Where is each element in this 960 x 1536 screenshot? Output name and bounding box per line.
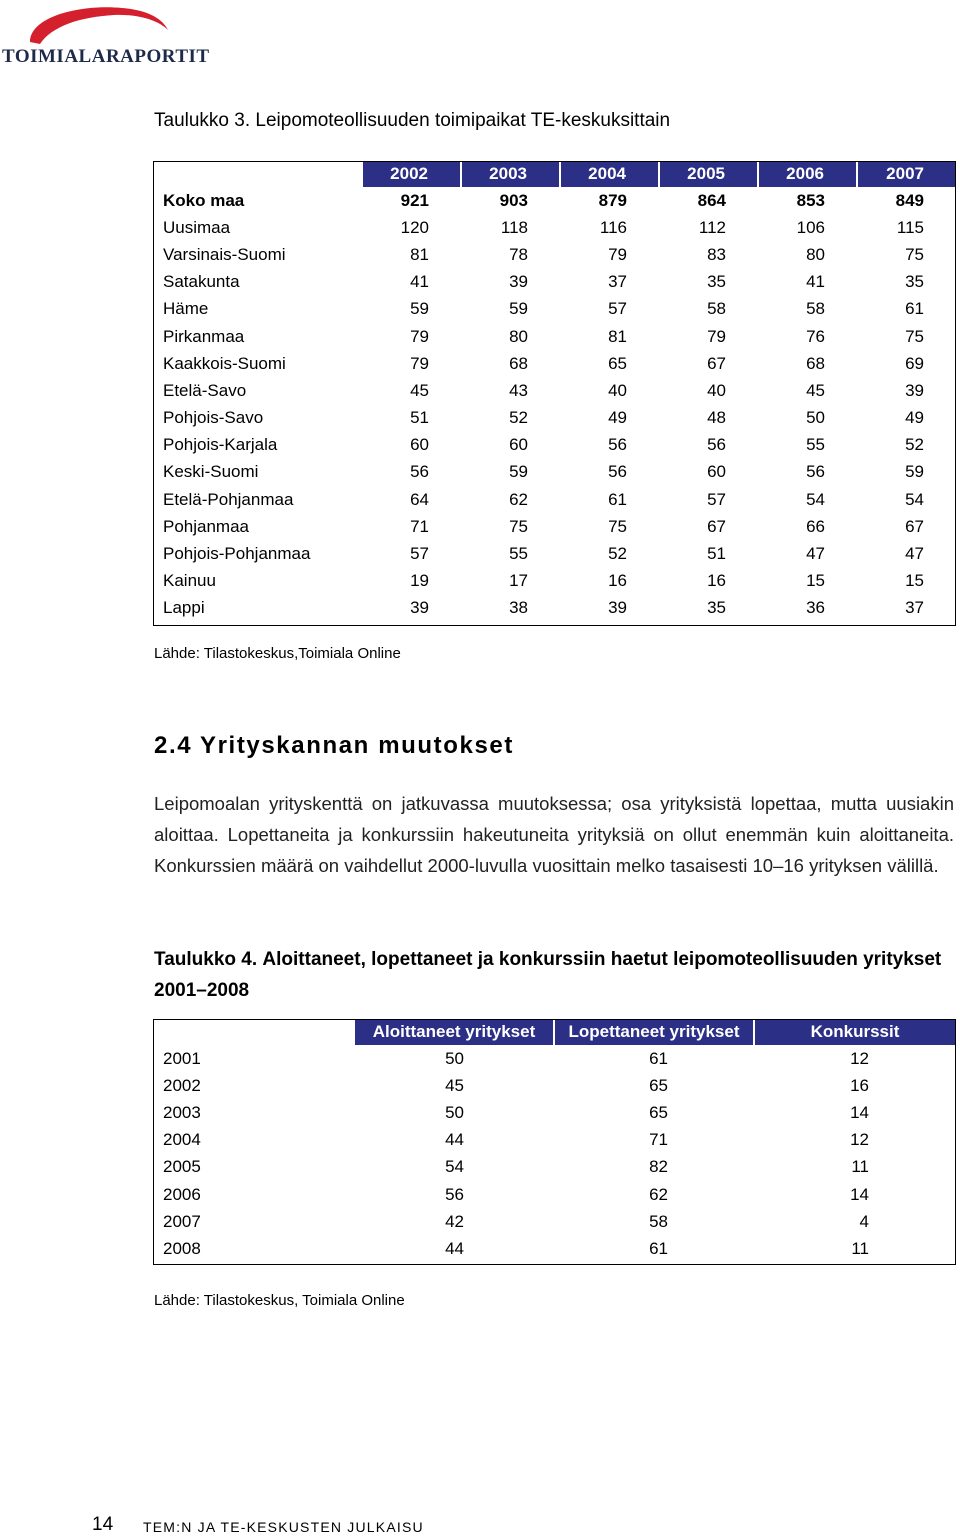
table3-cell: 43 [509,380,528,400]
table3-cell: 64 [410,489,429,509]
table4-cell: 54 [445,1157,464,1177]
table4-year: 2005 [163,1157,201,1177]
table3-cell: 62 [509,489,528,509]
table4-cell: 4 [859,1211,869,1231]
table4-caption-label: Taulukko 4. [154,949,258,970]
table3-cell: 61 [608,489,627,509]
table3-cell: 16 [707,571,726,591]
table3-cell: 16 [608,571,627,591]
table3-region-name: Etelä-Pohjanmaa [163,489,294,509]
table4-cell: 62 [649,1184,668,1204]
table4-year: 2004 [163,1130,201,1150]
table3-row [154,187,956,214]
table4-year: 2001 [163,1048,201,1068]
table3-cell: 67 [707,516,726,536]
table3-cell: 37 [905,598,924,618]
table3-cell: 66 [806,516,825,536]
table3-cell: 52 [509,408,528,428]
table3-cell: 116 [599,217,627,237]
table4-cell: 14 [850,1184,869,1204]
table4-cell: 14 [850,1102,869,1122]
table3-cell: 65 [608,353,627,373]
table4 [154,1019,955,1263]
table3-cell: 48 [707,408,726,428]
table3-cell: 81 [608,326,627,346]
table3-region-name: Pohjanmaa [163,516,250,536]
table3-cell: 41 [410,272,429,292]
table3-cell: 120 [400,217,429,237]
table3-row [154,405,956,432]
table3-region-name: Pohjois-Karjala [163,435,278,455]
logo-text: TOIMIALARAPORTIT [2,46,210,67]
table3-cell: 69 [905,353,924,373]
table3-header-year: 2007 [857,161,956,187]
table3-row [154,241,956,268]
table3-row [154,513,956,540]
table3-cell: 15 [905,571,924,591]
table3-cell: 55 [509,544,528,564]
table4-header-col: Aloittaneet yritykset [354,1019,554,1045]
table3-region-name: Uusimaa [163,217,231,237]
table4-header-col: Konkurssit [754,1019,955,1045]
table3-cell: 67 [905,516,924,536]
table3-cell: 79 [707,326,726,346]
table4-cell: 58 [649,1211,668,1231]
table3-cell: 45 [806,380,825,400]
table3-cell: 80 [806,244,825,264]
table3-cell: 40 [707,380,726,400]
table4-year: 2007 [163,1211,201,1231]
table4-header-corner [154,1019,354,1045]
table3-cell: 106 [796,217,825,237]
table3-cell: 39 [608,598,627,618]
table3-row [154,350,956,377]
table4-row [154,1072,955,1099]
table3-row [154,214,956,241]
table3-cell: 879 [598,190,627,210]
table3-cell: 59 [410,299,429,319]
logo-swoosh-icon [22,2,172,48]
table3-cell: 68 [806,353,825,373]
table4-cell: 44 [445,1130,464,1150]
table3-region-name: Pohjois-Savo [163,408,264,428]
toimialaraportit-logo [2,2,210,68]
table3-region-name: Pirkanmaa [163,326,245,346]
table3-cell: 57 [608,299,627,319]
table3-cell: 50 [806,408,825,428]
table3-cell: 56 [608,462,627,482]
table3-cell: 61 [905,299,924,319]
table4-cell: 65 [649,1102,668,1122]
table3-cell: 81 [410,244,429,264]
table4-row [154,1045,955,1072]
table3-cell: 71 [410,516,429,536]
table3-cell: 118 [500,217,528,237]
table3-cell: 56 [410,462,429,482]
table3-cell: 38 [509,598,528,618]
table4-caption [154,944,954,1006]
table3-region-name: Keski-Suomi [163,462,259,482]
table3-cell: 36 [806,598,825,618]
table3-cell: 79 [608,244,627,264]
section-paragraph: Leipomoalan yrityskenttä on jatkuvassa muutoksessa; osa yrityksistä lopettaa, mutta uusiakin aloittaa. Lopettaneita ja konkurssiin hakeutuneita yrityksiä on ollut enemmän kuin aloittaneita. Konkurssien määrä on vaihdellut 2000-luvulla vuosittain melko tasaisesti 10–16 yrityksen välillä. [154,793,954,876]
table3-cell: 903 [499,190,528,210]
table4-cell: 42 [445,1211,464,1231]
table3-cell: 59 [905,462,924,482]
table3-cell: 47 [806,544,825,564]
table3-cell: 83 [707,244,726,264]
table4-header-col: Lopettaneet yritykset [554,1019,754,1045]
table4-cell: 11 [851,1157,869,1177]
table3-cell: 75 [608,516,627,536]
table3-cell: 35 [905,272,924,292]
table4-row [154,1127,955,1154]
table3-cell: 68 [509,353,528,373]
table3-cell: 849 [895,190,924,210]
table4-cell: 44 [445,1238,464,1258]
table3-cell: 41 [806,272,825,292]
table3-cell: 79 [410,326,429,346]
table4-cell: 56 [445,1184,464,1204]
table3-cell: 75 [905,326,924,346]
table3-cell: 864 [697,190,726,210]
table3-region-name: Pohjois-Pohjanmaa [163,544,311,564]
table3-cell: 52 [608,544,627,564]
table3-source: Lähde: Tilastokeskus,Toimiala Online [154,645,401,662]
table3-cell: 40 [608,380,627,400]
table4-year: 2002 [163,1075,201,1095]
table3-cell: 15 [806,571,825,591]
table3-cell: 45 [410,380,429,400]
table3-cell: 67 [707,353,726,373]
table3-cell: 55 [806,435,825,455]
table3-cell: 58 [806,299,825,319]
table3-header-year: 2003 [461,161,560,187]
table3-region-name: Lappi [163,598,205,618]
table3-region-name: Satakunta [163,272,240,292]
table4-year: 2008 [163,1238,201,1258]
table4-caption-text: Aloittaneet, lopettaneet ja konkurssiin haetut leipomoteollisuuden yritykset 2001–2008 [154,949,942,1001]
table4-header-row [154,1019,955,1045]
table3-header-year: 2002 [362,161,461,187]
section-title: 2.4 Yrityskannan muutokset [154,732,514,759]
table3-cell: 80 [509,326,528,346]
table3-cell: 51 [410,408,429,428]
table3-cell: 37 [608,272,627,292]
table3-cell: 56 [707,435,726,455]
table3-region-name: Kaakkois-Suomi [163,353,286,373]
table3-cell: 51 [707,544,726,564]
table3-row [154,486,956,513]
table3-row [154,595,956,622]
table3-cell: 59 [509,299,528,319]
table3-cell: 39 [509,272,528,292]
table3-cell: 54 [806,489,825,509]
table3-cell: 49 [608,408,627,428]
table4-cell: 71 [649,1130,668,1150]
table3-header-row [154,161,956,187]
table3-header-year: 2006 [758,161,857,187]
table3-region-name: Koko maa [163,190,245,210]
table3-header-corner [154,161,362,187]
table3-cell: 39 [905,380,924,400]
table4-cell: 16 [850,1075,869,1095]
table4-cell: 12 [850,1130,869,1150]
table3-cell: 17 [509,571,528,591]
table4-cell: 11 [851,1238,869,1258]
table3-caption: Taulukko 3. Leipomoteollisuuden toimipaikat TE-keskuksittain [154,110,671,131]
table4-row [154,1235,955,1262]
table4-year: 2006 [163,1184,201,1204]
table3-cell: 35 [707,598,726,618]
table3-header-year: 2005 [659,161,758,187]
table3-cell: 921 [400,190,429,210]
table4-row [154,1208,955,1235]
table3-row [154,540,956,567]
table3-cell: 35 [707,272,726,292]
table4-row [154,1181,955,1208]
table4-cell: 45 [445,1075,464,1095]
table4-cell: 12 [850,1048,869,1068]
table3-cell: 60 [509,435,528,455]
table3-cell: 56 [608,435,627,455]
table4-cell: 65 [649,1075,668,1095]
table3-cell: 112 [698,217,726,237]
table3-cell: 78 [509,244,528,264]
table3-region-name: Varsinais-Suomi [163,244,286,264]
table4-year: 2003 [163,1102,201,1122]
table3-cell: 60 [707,462,726,482]
table3-cell: 49 [905,408,924,428]
table3-row [154,296,956,323]
table3-cell: 19 [410,571,429,591]
table3-cell: 76 [806,326,825,346]
table3-header-year: 2004 [560,161,659,187]
table4-source: Lähde: Tilastokeskus, Toimiala Online [154,1292,405,1309]
table4-cell: 50 [445,1102,464,1122]
table3-cell: 75 [905,244,924,264]
table3-cell: 853 [796,190,825,210]
page-number: 14 [92,1514,114,1535]
table3-cell: 56 [806,462,825,482]
publication-name: TEM:N JA TE-KESKUSTEN JULKAISU [143,1519,424,1535]
table3-cell: 115 [896,217,924,237]
table4-cell: 82 [649,1157,668,1177]
table4-row [154,1154,955,1181]
table3-cell: 79 [410,353,429,373]
table3-row [154,459,956,486]
table3-region-name: Etelä-Savo [163,380,247,400]
table3-cell: 47 [905,544,924,564]
table3-row [154,377,956,404]
table3-cell: 52 [905,435,924,455]
table3-cell: 57 [707,489,726,509]
table3-cell: 60 [410,435,429,455]
table4-cell: 50 [445,1048,464,1068]
table3-cell: 57 [410,544,429,564]
table3-cell: 39 [410,598,429,618]
table3-row [154,269,956,296]
table3-cell: 54 [905,489,924,509]
table3-region-name: Häme [163,299,209,319]
table3-cell: 59 [509,462,528,482]
table3-row [154,432,956,459]
table3 [154,161,956,622]
table3-region-name: Kainuu [163,571,216,591]
table4-row [154,1099,955,1126]
table3-cell: 58 [707,299,726,319]
table4-cell: 61 [649,1048,668,1068]
table3-row [154,323,956,350]
table3-cell: 75 [509,516,528,536]
table4-cell: 61 [649,1238,668,1258]
table3-row [154,568,956,595]
